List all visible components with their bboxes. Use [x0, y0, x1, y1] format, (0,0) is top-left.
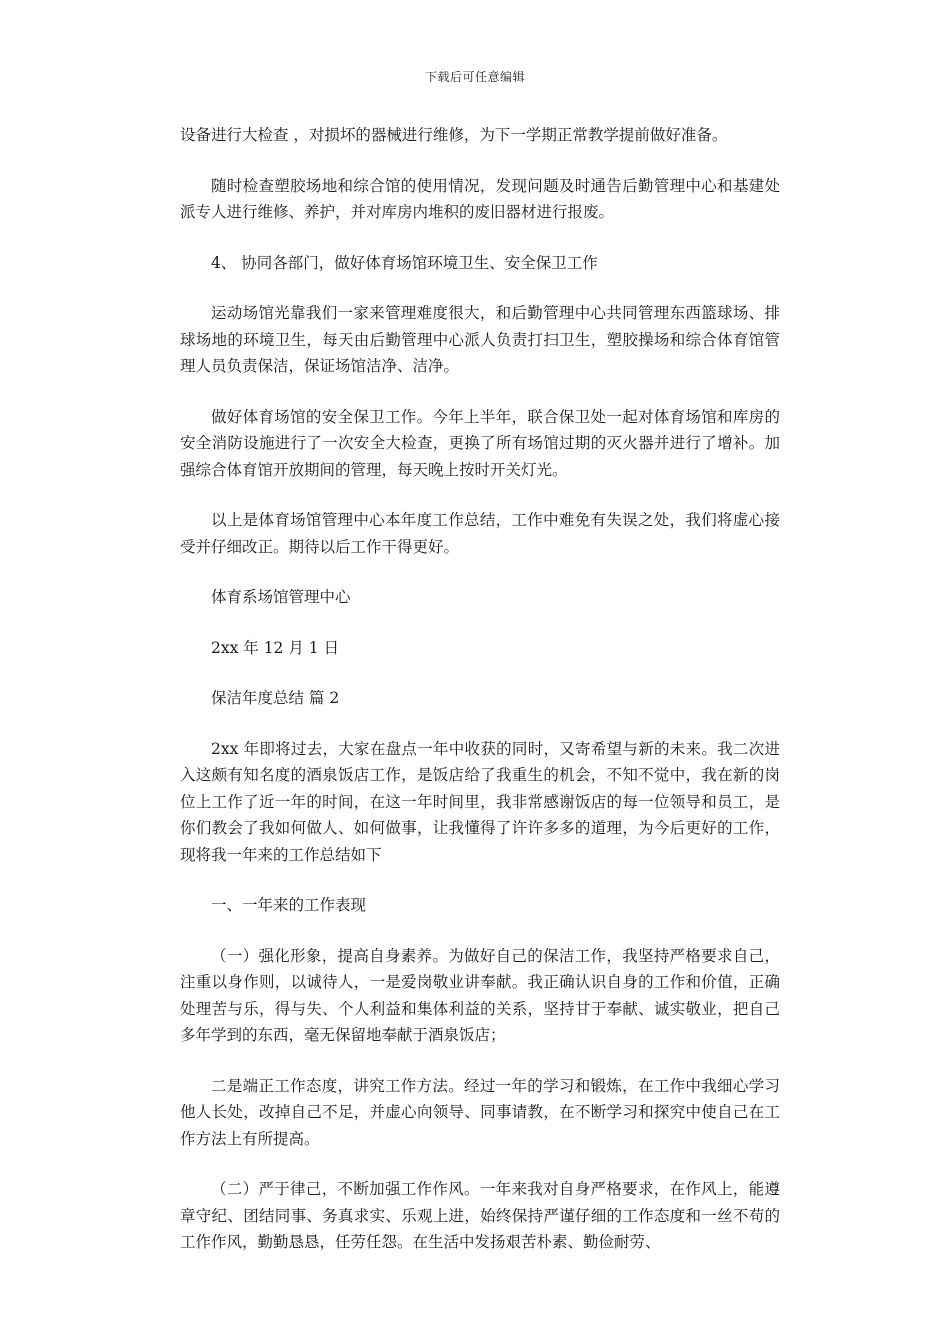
paragraph: 以上是体育场馆管理中心本年度工作总结，工作中难免有失误之处，我们将虚心接受并仔细改正。期待以后工作干得更好。: [180, 511, 780, 556]
paragraph: 2xx 年即将过去，大家在盘点一年中收获的同时，又寄希望与新的未来。我二次进入这颇有知名度的酒泉饭店工作，是饭店给了我重生的机会，不知不觉中，我在新的岗位上工作了近一年的时间，在这一年时间里，我非常感谢饭店的每一位领导和员工，是你们教会了我如何做人、如何做事，让我懂得了许许多多的道理，为今后更好的工作，现将我一年来的工作总结如下: [180, 739, 780, 864]
signature-date: 2xx 年 12 月 1 日: [211, 638, 340, 657]
paragraph: 运动场馆光靠我们一家来管理难度很大，和后勤管理中心共同管理东西篮球场、排球场地的环境卫生，每天由后勤管理中心派人负责打扫卫生，塑胶操场和综合体育馆管理人员负责保洁，保证场馆洁净、洁净。: [180, 304, 780, 375]
paragraph: 二是端正工作态度，讲究工作方法。经过一年的学习和锻炼，在工作中我细心学习他人长处，改掉自己不足，并虚心向领导、同事请教，在不断学习和探究中使自己在工作方法上有所提高。: [180, 1076, 780, 1148]
paragraph: 设备进行大检查 ，对损坏的器械进行维修，为下一学期正常教学提前做好准备。: [180, 126, 728, 144]
document-title: 保洁年度总结 篇 2: [211, 689, 340, 707]
signature-org: 体育系场馆管理中心: [211, 588, 351, 606]
paragraph: 随时检查塑胶场地和综合馆的使用情况，发现问题及时通告后勤管理中心和基建处派专人进行维修、养护，并对库房内堆积的废旧器材进行报废。: [180, 176, 780, 221]
paragraph: 做好体育场馆的安全保卫工作。今年上半年，联合保卫处一起对体育场馆和库房的安全消防设施进行了一次安全大检查，更换了所有场馆过期的灭火器并进行了增补。加强综合体育馆开放期间的管理，每天晚上按时开关灯光。: [180, 407, 780, 479]
section-heading: 4、 协同各部门，做好体育场馆环境卫生、安全保卫工作: [211, 253, 598, 272]
document-body: [180, 122, 780, 1280]
section-heading: 一、一年来的工作表现: [211, 896, 367, 914]
page-header: 下载后可任意编辑: [424, 70, 525, 84]
paragraph: （一）强化形象，提高自身素养。为做好自己的保洁工作，我坚持严格要求自己，注重以身作则，以诚待人，一是爱岗敬业讲奉献。我正确认识自身的工作和价值，正确处理苦与乐，得与失、个人利益和集体利益的关系，坚持甘于奉献、诚实敬业，把自己多年学到的东西，毫无保留地奉献于酒泉饭店；: [180, 946, 780, 1044]
paragraph: （二）严于律己，不断加强工作作风。一年来我对自身严格要求，在作风上，能遵章守纪、团结同事、务真求实、乐观上进，始终保持严谨仔细的工作态度和一丝不苟的工作作风，勤勤恳恳，任劳任怨。在生活中发扬艰苦朴素、勤俭耐劳、: [180, 1180, 780, 1251]
